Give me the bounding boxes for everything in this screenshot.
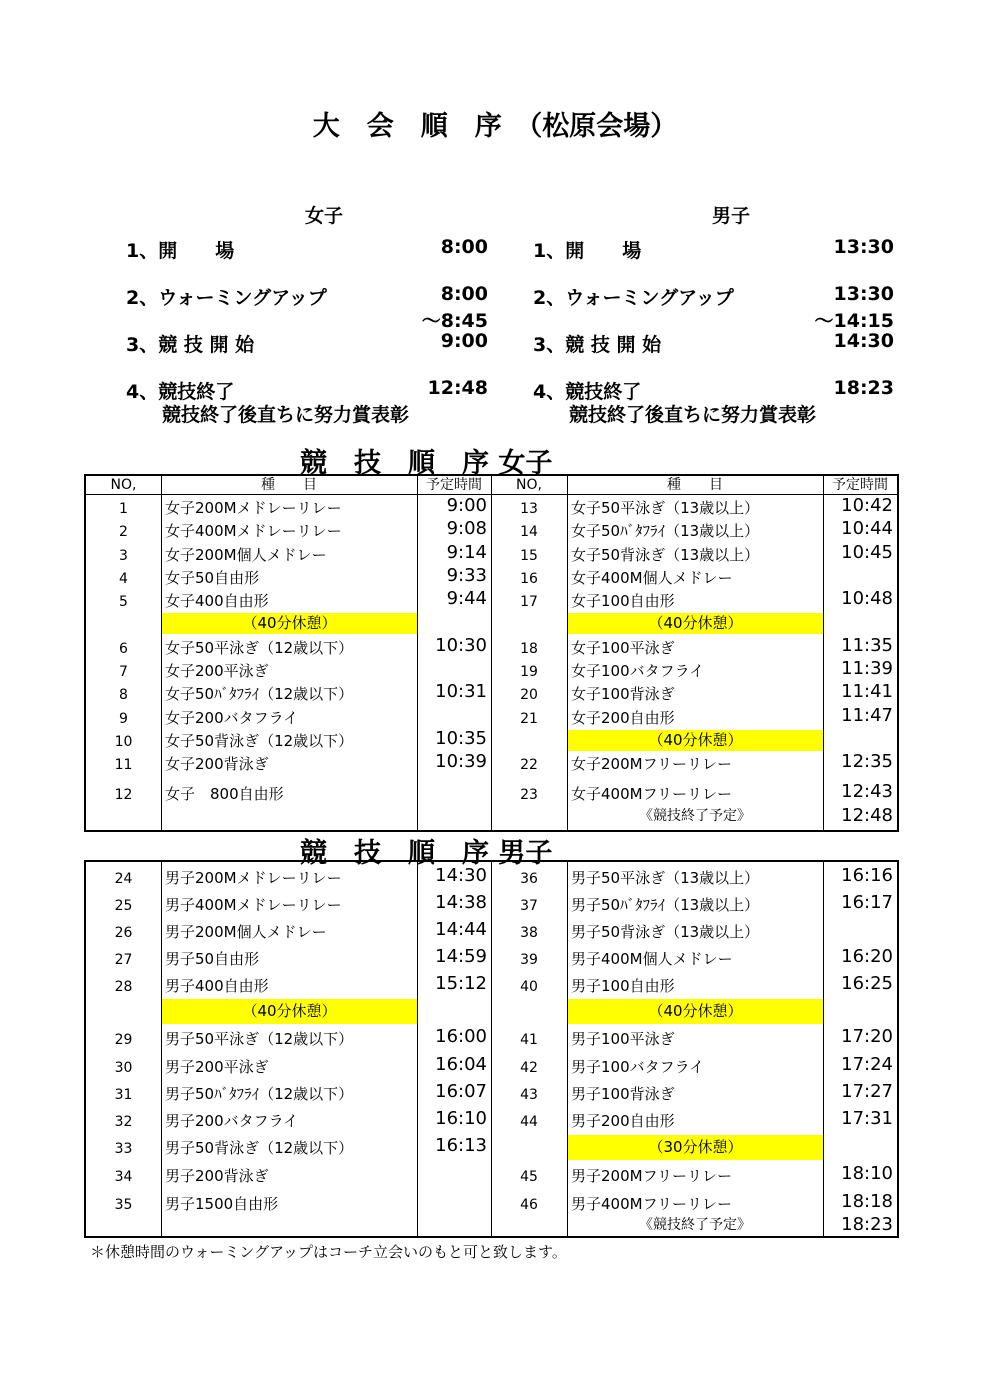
scheduled-time: 16:07 — [435, 1080, 487, 1102]
event-number: 20 — [520, 686, 538, 703]
event-number: 41 — [520, 1031, 538, 1048]
scheduled-time: 11:39 — [841, 657, 893, 679]
scheduled-time: 10:30 — [435, 634, 487, 656]
event-name: 女子50ﾊﾞﾀﾌﾗｲ（12歳以下） — [165, 685, 354, 703]
event-number: 15 — [520, 547, 538, 564]
scheduled-time: 9:08 — [446, 517, 487, 539]
break-row: （40分休憩） — [162, 999, 417, 1024]
event-name: 女子400Mフリーリレー — [571, 785, 732, 803]
event-name: 女子200Mメドレーリレー — [165, 499, 342, 517]
schedule-item-time: 8:00 — [440, 236, 488, 258]
event-name: 男子100背泳ぎ — [571, 1085, 675, 1103]
schedule-item-time: 13:30 — [833, 283, 894, 305]
event-number: 30 — [114, 1059, 133, 1076]
event-number: 10 — [114, 733, 133, 750]
event-name: 女子50背泳ぎ（12歳以下） — [165, 732, 354, 750]
event-number: 19 — [520, 663, 538, 680]
male-schedule-header: 男子 — [712, 205, 751, 227]
event-number: 25 — [114, 897, 133, 914]
event-name: 女子100平泳ぎ — [571, 639, 675, 657]
scheduled-time: 10:42 — [841, 494, 893, 516]
scheduled-time: 17:20 — [841, 1025, 893, 1047]
competition-end-time: 12:48 — [841, 805, 893, 826]
event-number: 8 — [119, 686, 128, 703]
event-number: 35 — [114, 1196, 133, 1213]
event-number: 3 — [119, 547, 128, 564]
male-section-title: 競 技 順 序 男子 — [300, 838, 553, 869]
scheduled-time: 14:44 — [435, 918, 487, 940]
event-number: 46 — [520, 1196, 538, 1213]
scheduled-time: 14:30 — [435, 864, 487, 886]
event-number: 12 — [114, 786, 133, 803]
event-name: 女子200平泳ぎ — [165, 662, 269, 680]
event-name: 女子50ﾊﾞﾀﾌﾗｲ（13歳以上） — [571, 522, 760, 540]
column-header-time: 予定時間 — [832, 477, 888, 493]
event-number: 21 — [520, 710, 538, 727]
male-events-table — [84, 860, 899, 1238]
event-name: 女子50平泳ぎ（12歳以下） — [165, 639, 354, 657]
event-name: 女子200バタフライ — [165, 709, 299, 727]
scheduled-time: 12:35 — [841, 750, 893, 772]
break-row: （40分休憩） — [568, 730, 823, 751]
event-name: 女子400M個人メドレー — [571, 569, 733, 587]
schedule-item-label: 2、ウォーミングアップ — [126, 287, 327, 309]
break-row: （40分休憩） — [568, 999, 823, 1024]
scheduled-time: 10:39 — [435, 750, 487, 772]
schedule-item-label: 3、競 技 開 始 — [126, 334, 255, 356]
female-events-table — [84, 474, 899, 832]
event-name: 男子50自由形 — [165, 950, 260, 968]
event-name: 男子200バタフライ — [165, 1112, 299, 1130]
event-number: 29 — [114, 1031, 133, 1048]
event-number: 2 — [119, 523, 128, 540]
scheduled-time: 9:00 — [446, 494, 487, 516]
event-name: 男子100自由形 — [571, 977, 675, 995]
event-number: 14 — [520, 523, 538, 540]
schedule-item-time: 14:30 — [833, 330, 894, 352]
scheduled-time: 17:24 — [841, 1053, 893, 1075]
event-number: 32 — [114, 1113, 133, 1130]
schedule-item-note: 競技終了後直ちに努力賞表彰 — [569, 404, 817, 426]
event-number: 28 — [114, 978, 133, 995]
schedule-item-time-end: ～14:15 — [814, 310, 894, 332]
event-name: 男子200平泳ぎ — [165, 1058, 269, 1076]
event-name: 男子200Mフリーリレー — [571, 1167, 732, 1185]
event-name: 男子100平泳ぎ — [571, 1030, 675, 1048]
event-number: 38 — [520, 924, 538, 941]
event-name: 女子200背泳ぎ — [165, 755, 269, 773]
scheduled-time: 9:33 — [446, 564, 487, 586]
scheduled-time: 11:41 — [841, 680, 893, 702]
scheduled-time: 17:31 — [841, 1107, 893, 1129]
schedule-item-label: 1、開 場 — [533, 240, 642, 262]
schedule-item-time-end: ～8:45 — [421, 310, 488, 332]
event-number: 22 — [520, 756, 538, 773]
schedule-item-label: 4、競技終了 — [533, 381, 642, 403]
event-name: 男子200背泳ぎ — [165, 1167, 269, 1185]
scheduled-time: 16:20 — [841, 945, 893, 967]
scheduled-time: 12:43 — [841, 780, 893, 802]
event-number: 6 — [119, 640, 128, 657]
event-name: 女子50背泳ぎ（13歳以上） — [571, 546, 760, 564]
event-number: 37 — [520, 897, 538, 914]
break-row: （30分休憩） — [568, 1135, 823, 1160]
scheduled-time: 10:44 — [841, 517, 893, 539]
event-number: 33 — [114, 1140, 133, 1157]
schedule-item-time: 9:00 — [440, 330, 488, 352]
warmup-note: ＊休憩時間のウォーミングアップはコーチ立会いのもと可と致します。 — [90, 1243, 567, 1261]
event-name: 男子100バタフライ — [571, 1058, 705, 1076]
scheduled-time: 18:18 — [841, 1190, 893, 1212]
scheduled-time: 14:59 — [435, 945, 487, 967]
female-section-title: 競 技 順 序 女子 — [300, 448, 553, 479]
event-name: 男子50平泳ぎ（13歳以上） — [571, 869, 760, 887]
event-number: 31 — [114, 1086, 133, 1103]
event-number: 1 — [119, 500, 128, 517]
schedule-item-label: 3、競 技 開 始 — [533, 334, 662, 356]
female-schedule-header: 女子 — [305, 205, 344, 227]
event-name: 男子200自由形 — [571, 1112, 675, 1130]
schedule-item-time: 8:00 — [440, 283, 488, 305]
scheduled-time: 9:14 — [446, 541, 487, 563]
event-number: 16 — [520, 570, 538, 587]
event-number: 40 — [520, 978, 538, 995]
event-name: 女子 800自由形 — [165, 785, 284, 803]
page-title: 大 会 順 序 （松原会場） — [312, 111, 678, 142]
event-name: 男子200M個人メドレー — [165, 923, 327, 941]
scheduled-time: 15:12 — [435, 972, 487, 994]
competition-end-label: 《競技終了予定》 — [639, 1217, 751, 1233]
schedule-item-label: 2、ウォーミングアップ — [533, 287, 734, 309]
event-number: 44 — [520, 1113, 538, 1130]
scheduled-time: 16:00 — [435, 1025, 487, 1047]
event-number: 27 — [114, 951, 133, 968]
event-number: 5 — [119, 593, 128, 610]
column-header-event: 種 目 — [667, 477, 723, 493]
schedule-item-time: 13:30 — [833, 236, 894, 258]
event-name: 男子50ﾊﾞﾀﾌﾗｲ（13歳以上） — [571, 896, 760, 914]
event-name: 女子400Mメドレーリレー — [165, 522, 342, 540]
break-row: （40分休憩） — [162, 613, 417, 634]
scheduled-time: 14:38 — [435, 891, 487, 913]
break-row: （40分休憩） — [568, 613, 823, 634]
event-number: 34 — [114, 1168, 133, 1185]
event-name: 男子50ﾊﾞﾀﾌﾗｲ（12歳以下） — [165, 1085, 354, 1103]
schedule-item-label: 4、競技終了 — [126, 381, 235, 403]
event-number: 36 — [520, 870, 538, 887]
event-name: 男子400Mメドレーリレー — [165, 896, 342, 914]
scheduled-time: 9:44 — [446, 587, 487, 609]
scheduled-time: 18:10 — [841, 1162, 893, 1184]
scheduled-time: 16:17 — [841, 891, 893, 913]
event-name: 女子50平泳ぎ（13歳以上） — [571, 499, 760, 517]
event-name: 女子200Mフリーリレー — [571, 755, 732, 773]
scheduled-time: 16:04 — [435, 1053, 487, 1075]
event-name: 男子50平泳ぎ（12歳以下） — [165, 1030, 354, 1048]
event-name: 男子1500自由形 — [165, 1195, 279, 1213]
schedule-item-time: 18:23 — [833, 377, 894, 399]
competition-end-label: 《競技終了予定》 — [639, 808, 751, 824]
column-header-no: NO, — [110, 477, 137, 493]
event-number: 7 — [119, 663, 128, 680]
event-number: 39 — [520, 951, 538, 968]
event-number: 18 — [520, 640, 538, 657]
competition-end-time: 18:23 — [841, 1214, 893, 1235]
scheduled-time: 17:27 — [841, 1080, 893, 1102]
event-name: 男子400自由形 — [165, 977, 269, 995]
event-name: 女子200自由形 — [571, 709, 675, 727]
column-header-time: 予定時間 — [426, 477, 482, 493]
event-number: 17 — [520, 593, 538, 610]
event-number: 11 — [114, 756, 133, 773]
schedule-item-note: 競技終了後直ちに努力賞表彰 — [162, 404, 410, 426]
event-name: 女子100バタフライ — [571, 662, 705, 680]
schedule-item-label: 1、開 場 — [126, 240, 235, 262]
column-header-no: NO, — [516, 477, 542, 493]
event-name: 男子400M個人メドレー — [571, 950, 733, 968]
event-number: 9 — [119, 710, 128, 727]
scheduled-time: 16:25 — [841, 972, 893, 994]
event-name: 男子200Mメドレーリレー — [165, 869, 342, 887]
event-number: 23 — [520, 786, 538, 803]
scheduled-time: 11:47 — [841, 704, 893, 726]
event-number: 45 — [520, 1168, 538, 1185]
event-number: 24 — [114, 870, 133, 887]
scheduled-time: 10:48 — [841, 587, 893, 609]
scheduled-time: 11:35 — [841, 634, 893, 656]
event-name: 女子100自由形 — [571, 592, 675, 610]
scheduled-time: 16:13 — [435, 1134, 487, 1156]
event-number: 42 — [520, 1059, 538, 1076]
scheduled-time: 16:10 — [435, 1107, 487, 1129]
event-number: 43 — [520, 1086, 538, 1103]
scheduled-time: 10:45 — [841, 541, 893, 563]
event-number: 26 — [114, 924, 133, 941]
scheduled-time: 10:35 — [435, 727, 487, 749]
scheduled-time: 16:16 — [841, 864, 893, 886]
column-header-event: 種 目 — [261, 477, 317, 493]
event-name: 女子400自由形 — [165, 592, 269, 610]
event-name: 男子50背泳ぎ（13歳以上） — [571, 923, 760, 941]
event-name: 女子100背泳ぎ — [571, 685, 675, 703]
schedule-item-time: 12:48 — [427, 377, 488, 399]
event-name: 男子400Mフリーリレー — [571, 1195, 732, 1213]
event-name: 女子50自由形 — [165, 569, 260, 587]
event-number: 4 — [119, 570, 128, 587]
scheduled-time: 10:31 — [435, 680, 487, 702]
event-name: 女子200M個人メドレー — [165, 546, 327, 564]
event-name: 男子50背泳ぎ（12歳以下） — [165, 1139, 354, 1157]
event-number: 13 — [520, 500, 538, 517]
